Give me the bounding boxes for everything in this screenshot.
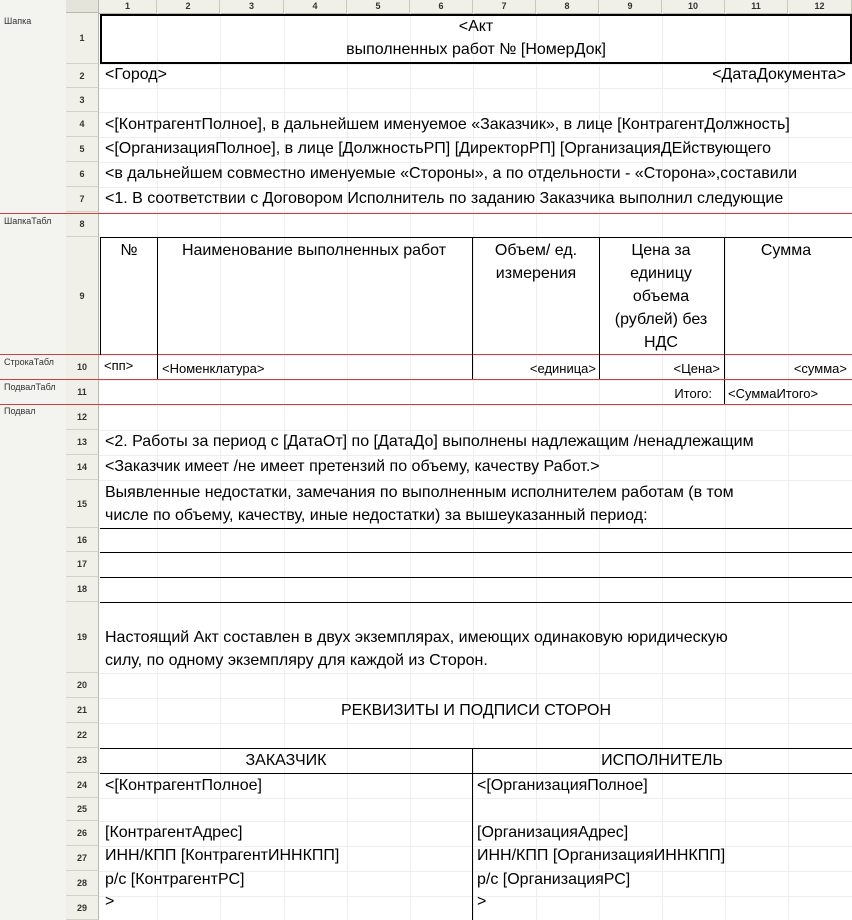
group-label-table-footer[interactable]: ПодвалТабл: [4, 382, 56, 392]
grid-line-horizontal: [99, 430, 852, 431]
defects-line-1[interactable]: Выявленные недостатки, замечания по выполненным исполнителем работам (в том: [105, 484, 734, 501]
grid-line-horizontal: [99, 187, 852, 188]
row-header[interactable]: 21: [66, 698, 99, 723]
contractor-address[interactable]: [ОрганизацияАдрес]: [477, 824, 629, 841]
row-header[interactable]: 1: [66, 13, 99, 64]
row-header[interactable]: 27: [66, 846, 99, 871]
customer-address[interactable]: [КонтрагентАдрес]: [105, 824, 243, 841]
grid-line-horizontal: [99, 405, 852, 406]
row-header[interactable]: 15: [66, 480, 99, 528]
row-header[interactable]: 22: [66, 723, 99, 748]
row-header[interactable]: 23: [66, 748, 99, 773]
table-row-divider: [599, 355, 600, 379]
grid-line-horizontal: [99, 162, 852, 163]
defects-underline: [100, 552, 852, 553]
total-value[interactable]: <СуммаИтого>: [728, 386, 819, 401]
row-header[interactable]: 18: [66, 577, 99, 602]
row-header[interactable]: 29: [66, 896, 99, 920]
table-header-divider: [472, 237, 473, 355]
row-header[interactable]: 26: [66, 821, 99, 846]
contractor-title[interactable]: ИСПОЛНИТЕЛЬ: [601, 752, 723, 769]
column-header[interactable]: 8: [536, 0, 599, 13]
row-header[interactable]: 17: [66, 552, 99, 577]
table-row-price[interactable]: <Цена>: [673, 361, 720, 376]
table-header-name[interactable]: Наименование выполненных работ: [181, 242, 447, 259]
row-header[interactable]: 16: [66, 528, 99, 552]
grid-line-horizontal: [99, 896, 852, 897]
row-header[interactable]: 12: [66, 405, 99, 430]
grid-line-horizontal: [99, 355, 852, 356]
grid-line-horizontal: [99, 455, 852, 456]
grid-line-horizontal: [99, 64, 852, 65]
table-header-divider: [157, 237, 158, 355]
grid-line-horizontal: [99, 821, 852, 822]
copies-line-1[interactable]: Настоящий Акт составлен в двух экземплярах, имеющих одинаковую юридическую: [105, 629, 728, 646]
column-header[interactable]: 11: [725, 0, 788, 13]
table-row-name[interactable]: <Номенклатура>: [162, 361, 265, 376]
total-divider: [724, 380, 725, 404]
defects-underline: [100, 577, 852, 578]
contractor-name[interactable]: <[ОрганизацияПолное]: [477, 777, 648, 794]
parties-line[interactable]: <в дальнейшем совместно именуемые «Стороны», а по отдельности - «Сторона»,составили: [105, 165, 798, 182]
customer-account[interactable]: р/с [КонтрагентРС]: [105, 871, 245, 888]
row-header[interactable]: 9: [66, 237, 99, 355]
requisites-title[interactable]: РЕКВИЗИТЫ И ПОДПИСИ СТОРОН: [340, 702, 612, 719]
row-header[interactable]: 6: [66, 162, 99, 187]
customer-name[interactable]: <[КонтрагентПолное]: [105, 777, 262, 794]
grid-line-horizontal: [99, 798, 852, 799]
row-header[interactable]: 10: [66, 355, 99, 380]
column-header[interactable]: 1: [99, 0, 157, 13]
table-row-sum[interactable]: <сумма>: [793, 361, 847, 376]
group-label-table-row[interactable]: СтрокаТабл: [4, 357, 54, 367]
table-row-divider: [157, 355, 158, 379]
group-separator: [0, 213, 852, 214]
grid-line-horizontal: [99, 723, 852, 724]
table-header-number[interactable]: №: [120, 242, 138, 259]
column-header[interactable]: 9: [599, 0, 662, 13]
grid-line-horizontal: [99, 137, 852, 138]
row-header[interactable]: 24: [66, 773, 99, 798]
total-label[interactable]: Итого:: [674, 386, 712, 401]
title-line2[interactable]: выполненных работ № [НомерДок]: [346, 41, 606, 58]
select-all-corner[interactable]: [66, 0, 99, 13]
copies-line-2[interactable]: силу, по одному экземпляру для каждой из Сторон.: [105, 652, 488, 669]
contractor-account[interactable]: р/с [ОрганизацияРС]: [477, 871, 631, 888]
city-cell[interactable]: <Город>: [105, 66, 167, 83]
organization-intro-line[interactable]: <[ОрганизацияПолное], в лице [ДолжностьРП] [ДиректорРП] [ОрганизацияДЕйствующего: [105, 140, 772, 157]
signatures-top-line: [100, 748, 852, 749]
row-header[interactable]: 3: [66, 88, 99, 112]
column-header[interactable]: 10: [662, 0, 725, 13]
clause-1-line[interactable]: <1. В соответствии с Договором Исполнитель по заданию Заказчика выполнил следующие: [105, 190, 784, 207]
table-header-divider: [599, 237, 600, 355]
defects-underline: [100, 528, 852, 529]
defects-line-2[interactable]: числе по объему, качеству, иные недостатки) за вышеуказанный период:: [105, 507, 648, 524]
grid-line-horizontal: [99, 88, 852, 89]
column-header[interactable]: 12: [788, 0, 852, 13]
defects-underline: [100, 602, 852, 603]
table-row-unit[interactable]: <единица>: [529, 361, 596, 376]
row-header[interactable]: 13: [66, 430, 99, 455]
row-header[interactable]: 20: [66, 673, 99, 698]
row-header[interactable]: 19: [66, 602, 99, 673]
row-group-column: [0, 0, 67, 920]
row-header[interactable]: 2: [66, 64, 99, 88]
signatures-divider: [472, 748, 473, 920]
row-header[interactable]: 11: [66, 380, 99, 405]
column-header[interactable]: 3: [220, 0, 284, 13]
customer-title[interactable]: ЗАКАЗЧИК: [245, 752, 327, 769]
grid-line-horizontal: [99, 112, 852, 113]
table-row-divider: [472, 355, 473, 379]
customer-intro-line[interactable]: <[КонтрагентПолное], в дальнейшем именуемое «Заказчик», в лице [КонтрагентДолжность]: [105, 116, 790, 133]
table-row-divider: [724, 355, 725, 379]
customer-close[interactable]: >: [105, 893, 115, 910]
row-header[interactable]: 28: [66, 871, 99, 896]
table-header-divider: [724, 237, 725, 355]
grid-line-horizontal: [99, 698, 852, 699]
group-label-footer[interactable]: Подвал: [4, 406, 36, 416]
table-row-number[interactable]: <пп>: [104, 358, 134, 373]
column-header[interactable]: 5: [347, 0, 410, 13]
claims-line[interactable]: <Заказчик имеет /не имеет претензий по объему, качеству Работ.>: [105, 458, 600, 475]
group-label-table-header[interactable]: ШапкаТабл: [4, 216, 52, 226]
signatures-title-line: [100, 773, 852, 774]
column-header[interactable]: 7: [473, 0, 536, 13]
column-header[interactable]: 6: [410, 0, 473, 13]
column-header[interactable]: 2: [157, 0, 220, 13]
grid-line-horizontal: [99, 480, 852, 481]
clause-2-line[interactable]: <2. Работы за период с [ДатаОт] по [ДатаДо] выполнены надлежащим /ненадлежащим: [105, 433, 754, 450]
row-header[interactable]: 7: [66, 187, 99, 212]
table-header-volume[interactable]: Объем/ ед. измерения: [494, 242, 578, 282]
contractor-close[interactable]: >: [477, 893, 487, 910]
contractor-inn[interactable]: ИНН/КПП [ОрганизацияИННКПП]: [477, 847, 726, 864]
grid-line-horizontal: [99, 380, 852, 381]
row-header[interactable]: 5: [66, 137, 99, 162]
grid-line-horizontal: [99, 673, 852, 674]
row-header[interactable]: 4: [66, 112, 99, 137]
column-header[interactable]: 4: [284, 0, 347, 13]
table-header-price[interactable]: Цена за единицу объема (рублей) без НДС: [614, 242, 708, 351]
document-date-cell[interactable]: <ДатаДокумента>: [712, 66, 846, 83]
table-header-sum[interactable]: Сумма: [760, 242, 812, 259]
customer-inn[interactable]: ИНН/КПП [КонтрагентИННКПП]: [105, 847, 340, 864]
title-line1[interactable]: <Акт: [458, 18, 494, 35]
group-label-header[interactable]: Шапка: [4, 16, 32, 26]
row-header[interactable]: 25: [66, 798, 99, 821]
group-separator: [0, 404, 852, 405]
row-header[interactable]: 14: [66, 455, 99, 480]
row-header[interactable]: 8: [66, 212, 99, 237]
